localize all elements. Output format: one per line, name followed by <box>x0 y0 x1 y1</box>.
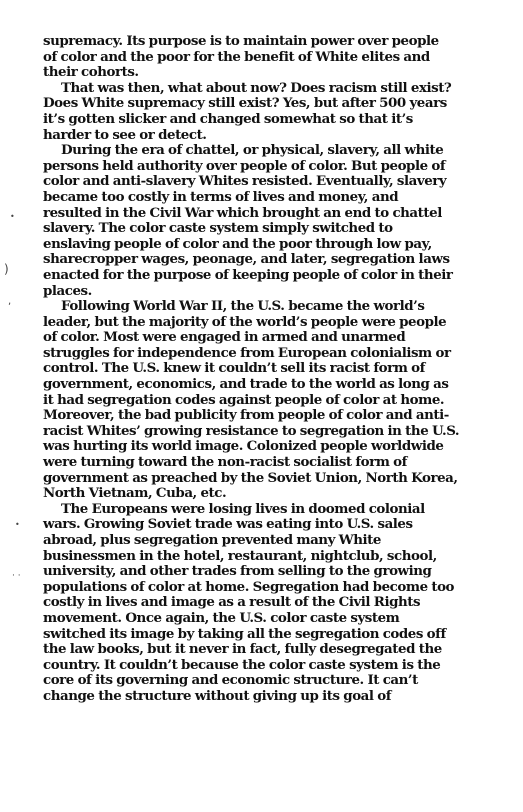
text-line: the law books, but it never in fact, fully desegregated the <box>43 641 442 658</box>
text-line: country. It couldn’t because the color caste system is the <box>43 656 441 673</box>
text-line: abroad, plus segregation prevented many White <box>43 532 381 548</box>
text-line: North Vietnam, Cuba, etc. <box>43 485 227 502</box>
text-line: That was then, what about now? Does racism still exist? <box>61 79 452 96</box>
text-line: it had segregation codes against people of color at home. <box>43 391 445 408</box>
text-line: enacted for the purpose of keeping people of color in their <box>43 266 453 283</box>
paragraph-3 <box>43 143 495 299</box>
text-line: switched its image by taking all the segregation codes off <box>43 625 446 642</box>
scan-speck: · · <box>12 571 21 581</box>
text-line: were turning toward the non-racist socialist form of <box>43 454 407 471</box>
text-line: university, and other trades from selling to the growing <box>43 563 432 580</box>
text-line: was hurting its world image. Colonized people worldwide <box>43 438 444 455</box>
text-line: movement. Once again, the U.S. color caste system <box>43 609 400 626</box>
text-line: racist Whites’ growing resistance to segregation in the U.S. <box>43 422 460 439</box>
text-line: persons held authority over people of color. But people of <box>43 157 446 174</box>
text-line: government as preached by the Soviet Union, North Korea, <box>43 469 458 486</box>
text-line: their cohorts. <box>43 64 139 81</box>
text-line: populations of color at home. Segregation had become too <box>43 578 455 595</box>
paragraph-4 <box>43 299 495 502</box>
text-line: of color and the poor for the benefit of White elites and <box>43 48 430 65</box>
text-line: leader, but the majority of the world’s people were people <box>43 313 447 330</box>
scan-speck: , <box>8 296 12 307</box>
text-line: harder to see or detect. <box>43 126 207 143</box>
text-line: control. The U.S. knew it couldn’t sell its racist form of <box>43 360 425 377</box>
text-line: Following World War II, the U.S. became the world’s <box>61 298 425 315</box>
text-line: The Europeans were losing lives in doomed colonial <box>61 500 425 517</box>
text-line: costly in lives and image as a result of the Civil Rights <box>43 594 421 611</box>
text-line: supremacy. Its purpose is to maintain power over people <box>43 33 439 49</box>
text-line: became too costly in terms of lives and money, and <box>43 188 399 205</box>
text-line: businessmen in the hotel, restaurant, nightclub, school, <box>43 547 437 564</box>
scan-speck: ) <box>4 262 9 276</box>
text-line: sharecropper wages, peonage, and later, segregation laws <box>43 251 450 268</box>
text-line: wars. Growing Soviet trade was eating into U.S. sales <box>43 516 413 533</box>
scan-speck: • <box>15 520 20 529</box>
text-line: it’s gotten slicker and changed somewhat so that it’s <box>43 110 413 127</box>
text-line: government, economics, and trade to the world as long as <box>43 376 449 393</box>
text-line: struggles for independence from European colonialism or <box>43 344 451 361</box>
text-line: core of its governing and economic structure. It can’t <box>43 672 418 689</box>
paragraph-2 <box>43 81 495 143</box>
text-line: Does White supremacy still exist? Yes, but after 500 years <box>43 95 447 112</box>
paragraph-1 <box>43 34 495 81</box>
text-line: places. <box>43 282 92 299</box>
text-line: change the structure without giving up its goal of <box>43 687 392 704</box>
text-line: color and anti-slavery Whites resisted. Eventually, slavery <box>43 173 447 190</box>
scan-speck: • <box>10 212 15 221</box>
text-line: resulted in the Civil War which brought an end to chattel <box>43 204 442 221</box>
text-line: enslaving people of color and the poor through low pay, <box>43 235 432 252</box>
text-line: slavery. The color caste system simply switched to <box>43 220 393 237</box>
document-page <box>43 34 495 705</box>
text-line: Moreover, the bad publicity from people of color and anti- <box>43 407 449 424</box>
text-line: During the era of chattel, or physical, slavery, all white <box>61 142 444 159</box>
text-line: of color. Most were engaged in armed and unarmed <box>43 329 406 346</box>
paragraph-5 <box>43 502 495 705</box>
